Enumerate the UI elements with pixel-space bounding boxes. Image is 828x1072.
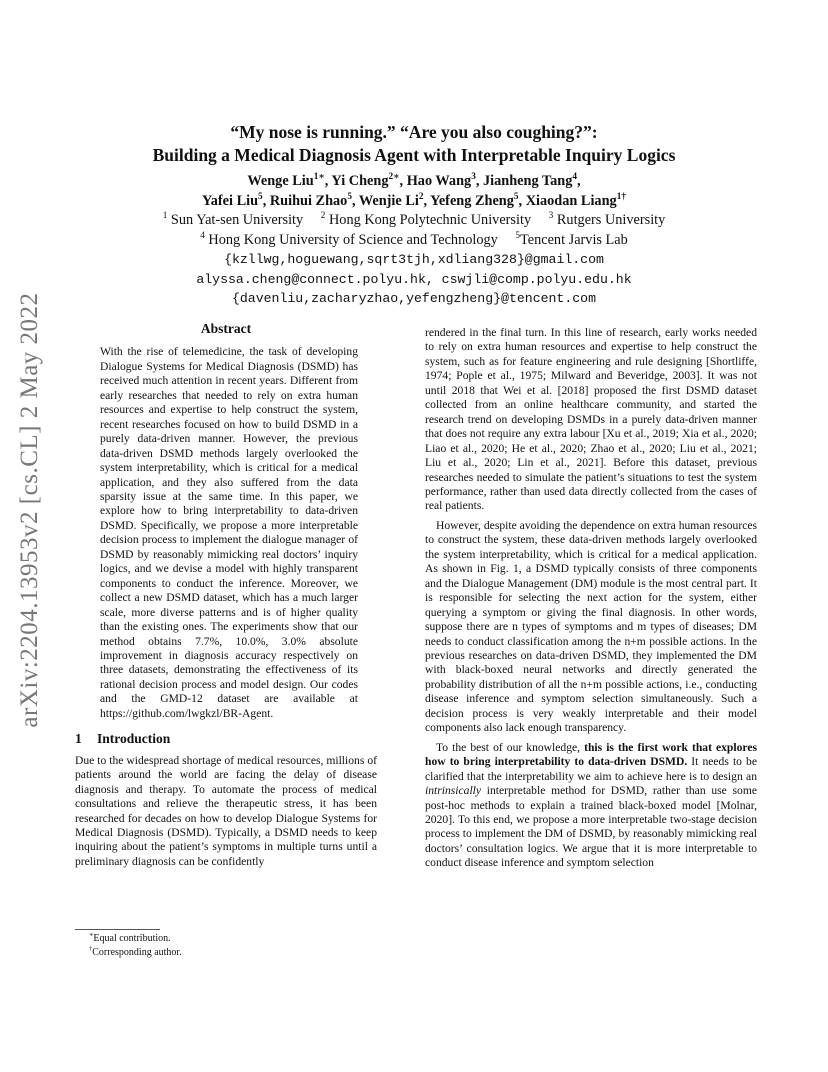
intro-paragraph-1: Due to the widespread shortage of medical resources, millions of patients around the world are facing the delay of disease diagnosis and therapy. To automate the process of medical consultations and relieve the therapeutic stress, it has been researched for decades on how to develop Dialogue Systems for Medical Diagnosis (DSMD). Typically, a DSMD needs to keep inquiring about the patient’s symptoms in multiple turns until a preliminary diagnosis can be confidently bbox=[75, 753, 377, 868]
title-line-2: Building a Medical Diagnosis Agent with Interpretable Inquiry Logics bbox=[152, 145, 676, 165]
email-line-2: alyssa.cheng@connect.polyu.hk, cswjli@comp.polyu.edu.hk bbox=[196, 271, 632, 287]
author-name: Jianheng Tang bbox=[482, 173, 573, 189]
author-block bbox=[0, 172, 828, 309]
author-affil-mark: 2∗ bbox=[388, 172, 400, 183]
author-name: Hao Wang bbox=[406, 173, 472, 189]
affiliation: Tencent Jarvis Lab bbox=[520, 231, 628, 248]
author-affil-mark: 5 bbox=[258, 191, 263, 202]
author-name: Xiaodan Liang bbox=[525, 192, 617, 209]
left-column bbox=[75, 322, 377, 869]
affiliation: Hong Kong University of Science and Technology bbox=[208, 231, 498, 248]
right-column bbox=[425, 326, 757, 871]
author-names-line-1: Wenge Liu$^{1∗}$, Yi Cheng$^{2∗}$, Hao Wang$^3$, Jianheng Tang$^4$, bbox=[247, 172, 581, 189]
author-name: Yafei Liu bbox=[202, 192, 259, 209]
affiliation: Sun Yat-sen University bbox=[170, 212, 304, 228]
footnote-corresponding-author: †Corresponding author. bbox=[89, 945, 182, 958]
paper-title bbox=[0, 121, 828, 167]
abstract-heading: Abstract bbox=[200, 321, 252, 336]
author-name: Ruihui Zhao bbox=[269, 192, 348, 209]
footnotes bbox=[89, 932, 182, 960]
author-affil-mark: 3 bbox=[471, 172, 476, 183]
author-affil-mark: 2 bbox=[418, 191, 424, 202]
affiliations-line-1: $^1$ Sun Yat-sen University $^2$ Hong Kong Polytechnic University $^3$ Rutgers University bbox=[162, 211, 666, 228]
author-name: Wenjie Li bbox=[358, 192, 419, 209]
author-affil-mark: 1∗ bbox=[313, 172, 325, 183]
author-name: Wenge Liu bbox=[247, 173, 314, 189]
key-claim-bold: this is the first work that explores how to bring interpretability to data-driven DSMD. bbox=[425, 740, 757, 769]
author-name: Yefeng Zheng bbox=[430, 192, 514, 209]
email-line-3: {davenliu,zacharyzhao,yefengzheng}@tencent.com bbox=[231, 291, 597, 306]
emphasis-italic: intrinsically bbox=[425, 784, 482, 798]
email-line-1: {kzllwg,hoguewang,sqrt3tjh,xdliang328}@gmail.com bbox=[224, 252, 604, 267]
author-affil-mark: 5 bbox=[347, 191, 352, 202]
footnote-rule bbox=[75, 929, 160, 930]
author-names-line-2: Yafei Liu$^5$, Ruihui Zhao$^5$, Wenjie Li$^2$, Yefeng Zheng$^5$, Xiaodan Liang$^{1\dagger}$ bbox=[202, 191, 626, 209]
footnote-equal-contribution: ∗Equal contribution. bbox=[89, 931, 171, 944]
intro-paragraph-2: However, despite avoiding the dependence on extra human resources to construct the system, these data-driven methods largely overlooked the system interpretability, which is critical for a medical application. As shown in Fig. 1, a DSMD typically consists of three components and the Dialogue Management (DM) module is the most central part. It is responsible for selecting the next action for the system, either querying a symptom or giving the final diagnosis. In other words, suppose there are n types of symptoms and m types of diseases; DM needs to conduct classification among the n+m possible actions. In the previous researches on data-driven DSMD, they implemented the DM with black-boxed neural networks and directly generated the probability distribution of all the n+m possible actions, i.e., conducting disease inference and symptom selection simultaneously. Such a decision process is very weakly interpretable and their model components also lack enough transparency. bbox=[425, 518, 757, 735]
intro-paragraph-1-continued: rendered in the final turn. In this line of research, early works needed to rely on extra human resources and expertise to help construct the system, such as for feature engineering and rule designing [Shortliffe, 1974; Pople et al., 1975; Milward and Beveridge, 2003]. It was not until 2018 that Wei et al. [2018] proposed the first DSMD dataset collected from an online healthcare community, and started the research trend on developing DSMDs in a purely data-driven manner that does not require any extra labour [Xu et al., 2019; Xia et al., 2020; Liao et al., 2020; He et al., 2020; Zhao et al., 2020; Liu et al., 2021; Liu et al., 2020; Lin et al., 2021]. Before this dataset, previous researches needed to simulate the patient’s situations to test the system performance, rather than used data directly collected from the cases of real patients. bbox=[425, 326, 757, 513]
title-line-1: “My nose is running.” “Are you also coughing?”: bbox=[230, 122, 598, 142]
section-title: Introduction bbox=[97, 731, 171, 747]
affiliation: Hong Kong Polytechnic University bbox=[328, 212, 532, 228]
affiliations-line-2: $^4$ Hong Kong University of Science and Technology $^5$Tencent Jarvis Lab bbox=[200, 230, 628, 248]
abstract-text: With the rise of telemedicine, the task of developing Dialogue Systems for Medical Diagnosis (DSMD) has received much attention in recent years. Different from early researches that needed to rely on extra human resources and expertise to help construct the system, recent researches focused on how to build DSMD in a purely data-driven manner. However, the previous data-driven DSMD methods largely overlooked the system interpretability, which is critical for a medical application, and they also suffered from the data sparsity issue at the same time. In this paper, we explore how to bring interpretability to data-driven DSMD. Specifically, we propose a more interpretable decision process to implement the dialogue manager of DSMD by reasonably mimicking real doctors’ inquiry logics, and we devise a model with highly transparent components to conduct the inference. Moreover, we collect a new DSMD dataset, which has a much larger scale, more diverse patterns and is of higher quality than the existing ones. The experiments show that our method obtains 7.7%, 10.0%, 3.0% absolute improvement in diagnosis accuracy respectively on three datasets, demonstrating the effectiveness of its rational decision process and model design. Our codes and the GMD-12 dataset are available at https://github.com/lwgkzl/BR-Agent. bbox=[100, 345, 358, 720]
author-affil-mark: 1† bbox=[616, 191, 626, 202]
author-affil-mark: 5 bbox=[513, 191, 519, 202]
author-name: Yi Cheng bbox=[331, 173, 389, 189]
section-heading-introduction bbox=[75, 732, 377, 746]
arxiv-identifier: arXiv:2204.13953v2 [cs.CL] 2 May 2022 bbox=[16, 292, 43, 728]
section-number: 1 bbox=[75, 731, 82, 747]
author-affil-mark: 4 bbox=[572, 172, 578, 183]
affiliation: Rutgers University bbox=[556, 212, 666, 228]
arxiv-sidebar bbox=[8, 290, 52, 730]
intro-paragraph-3: To the best of our knowledge, this is the first work that explores how to bring interpretability to data-driven DSMD. It needs to be clarified that the interpretability we aim to achieve here is to design an intrinsically interpretable method for DSMD, rather than use some post-hoc methods to explain a trained black-boxed model [Molnar, 2020]. To this end, we propose a more interpretable two-stage decision process to implement the DM of DSMD, by reasonably mimicking real doctors’ consultation logics. We argue that it is more interpretable to conduct disease inference and symptom selection bbox=[425, 740, 757, 870]
